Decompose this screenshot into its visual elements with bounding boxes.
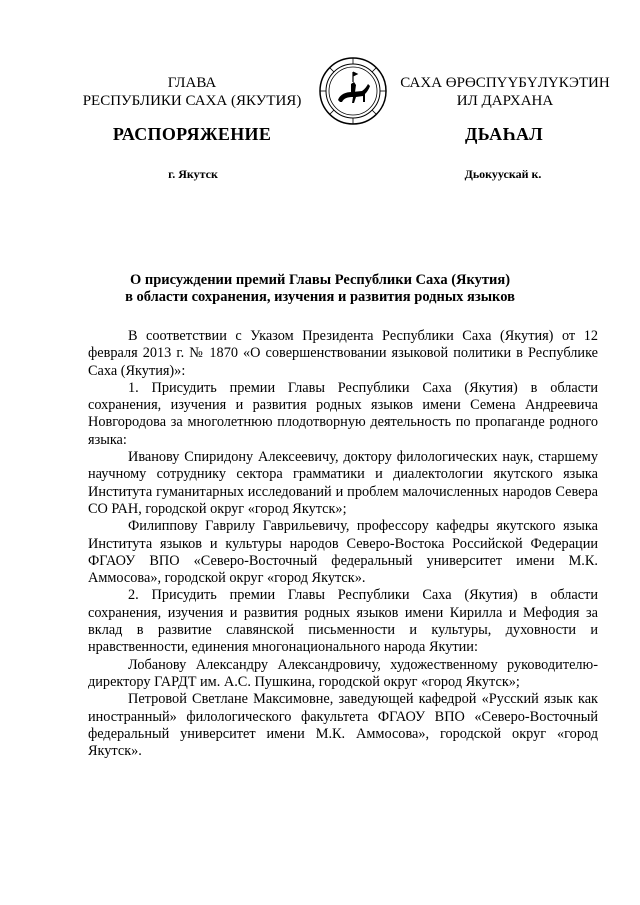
body-paragraph: Иванову Спиридону Алексеевичу, доктору филологических наук, старшему научному сотруднику сектора грамматики и диалектологии якутского языка Института гуманитарных исследований и проблем малочисленных народов Севера СО РАН, городской округ «город Якутск»; (88, 449, 598, 517)
document-type-right: ДЬАҺАЛ (465, 124, 543, 144)
coat-of-arms-emblem (318, 56, 388, 126)
issuer-left-line1: ГЛАВА (167, 75, 217, 91)
subject-line1: О присуждении премий Главы Республики Саха (Якутия) (129, 272, 511, 288)
body-paragraph: 1. Присудить премии Главы Республики Саха (Якутия) в области сохранения, изучения и развития родных языков имени Семена Андреевича Новгородова за многолетнюю плодотворную деятельность по пропаганде родного языка: (88, 379, 598, 448)
issuer-left-line2: РЕСПУБЛИКИ САХА (ЯКУТИЯ) (82, 93, 302, 109)
body-paragraph: В соответствии с Указом Президента Республики Саха (Якутия) от 12 февраля 2013 г. № 1870 «О совершенствовании языковой политики в Республике Саха (Якутия)»: (88, 328, 598, 379)
issuer-right (385, 74, 625, 110)
document-subject (80, 272, 560, 306)
document-body (88, 328, 598, 760)
body-paragraph: Петровой Светлане Максимовне, заведующей кафедрой «Русский язык как иностранный» филологического факультета ФГАОУ ВПО «Северо-Восточный федеральный университет имени М.К. Аммосова», городской округ «город Якутск». (88, 691, 598, 760)
issuer-right-line1: САХА ӨРӨСПҮҮБҮЛҮКЭТИН (400, 75, 610, 91)
subject-line2: в области сохранения, изучения и развития родных языков (125, 289, 515, 305)
body-paragraph: Лобанову Александру Александровичу, художественному руководителю-директору ГАРДТ им. А.С. Пушкина, городской округ «город Якутск»; (88, 656, 598, 690)
issuer-right-line2: ИЛ ДАРХАНА (456, 93, 554, 109)
city-left: г. Якутск (168, 167, 218, 181)
body-paragraph: 2. Присудить премии Главы Республики Саха (Якутия) в области сохранения, изучения и развития родных языков имени Кирилла и Мефодия за вклад в развитие славянской письменности и культуры, духовности и нравственности, единения многонационального народа Якутии: (88, 587, 598, 656)
body-paragraph: Филиппову Гаврилу Гаврильевичу, профессору кафедры якутского языка Института языков и культуры народов Северо-Востока Российской Федерации ФГАОУ ВПО «Северо-Восточный федеральный университет имени М.К. Аммосова», городской округ «город Якутск». (88, 518, 598, 587)
city-right: Дьокуускай к. (464, 167, 542, 181)
coat-of-arms-icon (318, 56, 388, 126)
document-type-left: РАСПОРЯЖЕНИЕ (112, 124, 272, 144)
issuer-left (72, 74, 312, 110)
